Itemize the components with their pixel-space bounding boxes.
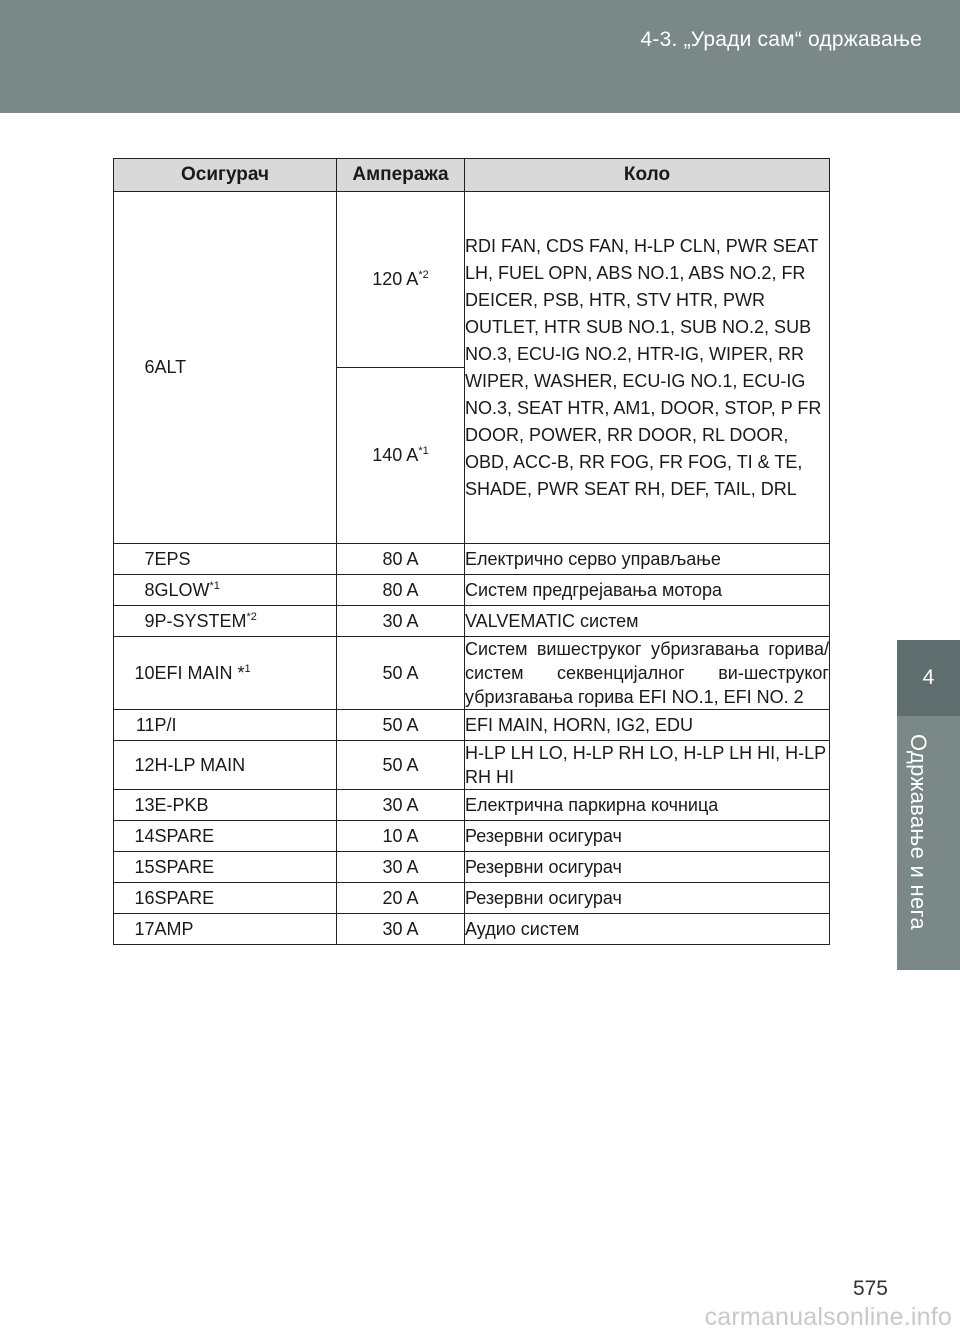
fuse-name: P-SYSTEM$^{*2}$ <box>155 606 337 637</box>
fuse-name: ALT <box>155 192 337 544</box>
fuse-name: EPS <box>155 544 337 575</box>
page-number: 575 <box>852 1277 888 1300</box>
fuse-name: SPARE <box>155 883 337 914</box>
fuse-number: 16 <box>114 883 155 914</box>
fuse-number: 9 <box>114 606 155 637</box>
chapter-number: 4 <box>897 640 960 716</box>
fuse-number: 15 <box>114 852 155 883</box>
table-row <box>114 544 830 575</box>
fuse-number: 10 <box>114 637 155 710</box>
fuse-number: 7 <box>114 544 155 575</box>
table-row <box>114 710 830 741</box>
fuse-amperage: 30 A <box>337 790 465 821</box>
fuse-amperage: 80 A <box>337 544 465 575</box>
fuse-circuit: Електрично серво управљање <box>465 544 830 575</box>
fuse-amperage: 120 $A^{*2}$ <box>337 192 465 368</box>
table-row <box>114 606 830 637</box>
fuse-circuit: Резервни осигурач <box>465 883 830 914</box>
header-amperage: Ампеража <box>337 159 465 192</box>
fuse-name: EFI MAIN *$^1$ <box>155 637 337 710</box>
fuse-circuit: Електрична паркирна кочница <box>465 790 830 821</box>
fuse-name: H-LP MAIN <box>155 741 337 790</box>
fuse-number: 17 <box>114 914 155 945</box>
header-fuse: Осигурач <box>114 159 337 192</box>
fuse-circuit: Резервни осигурач <box>465 821 830 852</box>
table-row <box>114 741 830 790</box>
fuse-number: 6 <box>114 192 155 544</box>
watermark: carmanualsonline.info <box>704 1303 952 1331</box>
table-row <box>114 790 830 821</box>
table-row <box>114 914 830 945</box>
fuse-amperage: 80 A <box>337 575 465 606</box>
fuse-number: 12 <box>114 741 155 790</box>
chapter-side-tab <box>897 640 960 970</box>
page-header <box>0 0 960 113</box>
fuse-circuit: EFI MAIN, HORN, IG2, EDU <box>465 710 830 741</box>
fuse-amperage: 50 A <box>337 741 465 790</box>
fuse-name: E-PKB <box>155 790 337 821</box>
fuse-number: 8 <box>114 575 155 606</box>
section-title: 4-3. „Уради сам“ одржавање <box>640 28 922 51</box>
fuse-table <box>113 158 830 945</box>
fuse-number: 14 <box>114 821 155 852</box>
fuse-circuit: Систем предгрејавања мотора <box>465 575 830 606</box>
fuse-amperage: 140 $A^{*1}$ <box>337 368 465 544</box>
fuse-circuit: VALVEMATIC систем <box>465 606 830 637</box>
fuse-circuit: Резервни осигурач <box>465 852 830 883</box>
fuse-amperage: 50 A <box>337 710 465 741</box>
header-circuit: Коло <box>465 159 830 192</box>
fuse-circuit: H-LP LH LO, H-LP RH LO, H-LP LH HI, H-LP RH HI <box>465 741 830 790</box>
chapter-label: Одржавање и нега <box>906 734 931 930</box>
fuse-circuit: Аудио систем <box>465 914 830 945</box>
fuse-number: 13 <box>114 790 155 821</box>
fuse-name: GLOW$^{*1}$ <box>155 575 337 606</box>
fuse-name: SPARE <box>155 852 337 883</box>
table-header-row <box>114 159 830 192</box>
table-row <box>114 852 830 883</box>
fuse-name: SPARE <box>155 821 337 852</box>
table-row <box>114 637 830 710</box>
fuse-number: 11 <box>114 710 155 741</box>
fuse-name: AMP <box>155 914 337 945</box>
fuse-amperage: 10 A <box>337 821 465 852</box>
fuse-amperage: 30 A <box>337 852 465 883</box>
fuse-amperage: 50 A <box>337 637 465 710</box>
table-row <box>114 192 830 368</box>
fuse-amperage: 30 A <box>337 606 465 637</box>
fuse-name: P/I <box>155 710 337 741</box>
table-row <box>114 883 830 914</box>
table-row <box>114 821 830 852</box>
fuse-circuit: RDI FAN, CDS FAN, H-LP CLN, PWR SEAT LH, FUEL OPN, ABS NO.1, ABS NO.2, FR DEICER, PSB, HTR, STV HTR, PWR OUTLET, HTR SUB NO.1, SUB NO.2, SUB NO.3, ECU-IG NO.2, HTR-IG, WIPER, RR WIPER, WASHER, ECU-IG NO.1, ECU-IG NO.3, SEAT HTR, AM1, DOOR, STOP, P FR DOOR, POWER, RR DOOR, RL DOOR, OBD, ACC-B, RR FOG, FR FOG, TI & TE, SHADE, PWR SEAT RH, DEF, TAIL, DRL <box>465 192 830 544</box>
fuse-circuit: Систем вишеструког убризгавања горива/систем секвенцијалног ви-шеструког убризгавања горива EFI NO.1, EFI NO. 2 <box>465 637 830 710</box>
fuse-amperage: 20 A <box>337 883 465 914</box>
fuse-amperage: 30 A <box>337 914 465 945</box>
table-row <box>114 575 830 606</box>
